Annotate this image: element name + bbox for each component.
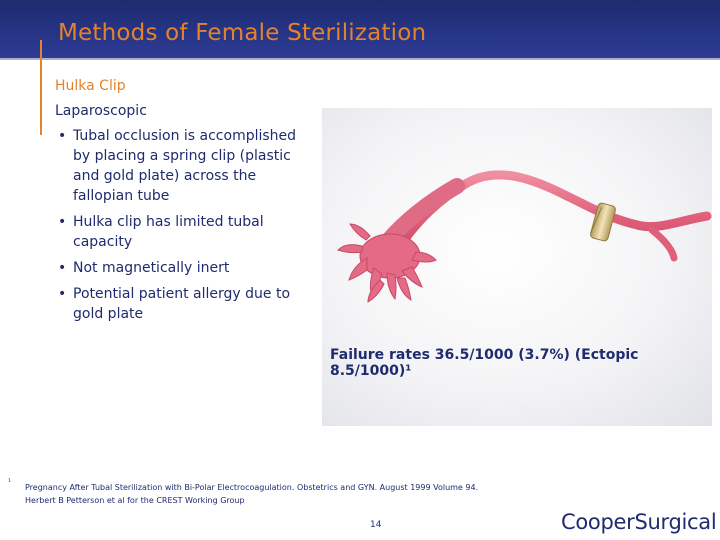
bullet-text: Not magnetically inert xyxy=(73,260,230,276)
bullet-text: Potential patient allergy due to gold plate xyxy=(73,286,291,322)
bullet-item xyxy=(55,284,315,324)
footnote xyxy=(25,481,545,507)
bullet-dot: • xyxy=(58,286,67,302)
bullet-dot: • xyxy=(58,128,67,144)
bullet-dot: • xyxy=(58,214,67,230)
subheading-hulka-clip: Hulka Clip xyxy=(55,78,126,94)
subheading-laparoscopic: Laparoscopic xyxy=(55,103,147,119)
bullet-item xyxy=(55,258,315,278)
footnote-marker: ¹ xyxy=(8,477,12,486)
failure-rates-text: Failure rates 36.5/1000 (3.7%) (Ectopic 8.5/1000)¹ xyxy=(330,347,639,379)
bullet-text: Hulka clip has limited tubal capacity xyxy=(73,214,264,250)
bullet-text: Tubal occlusion is accomplished by placing a spring clip (plastic and gold plate) across the fallopian tube xyxy=(73,128,297,204)
coopersurgical-logo: CooperSurgical xyxy=(561,510,717,534)
page-number: 14 xyxy=(370,520,382,530)
bullet-item xyxy=(55,212,315,252)
footnote-line-2: Herbert B Petterson et al for the CREST Working Group xyxy=(25,496,245,505)
bullet-dot: • xyxy=(58,260,67,276)
bullet-list xyxy=(55,126,315,330)
footnote-line-1: Pregnancy After Tubal Sterilization with Bi-Polar Electrocoagulation. Obstetrics and GYN. August 1999 Volume 94. xyxy=(25,483,479,492)
bullet-item xyxy=(55,126,315,206)
slide-title: Methods of Female Sterilization xyxy=(58,20,427,46)
accent-line xyxy=(40,40,42,135)
